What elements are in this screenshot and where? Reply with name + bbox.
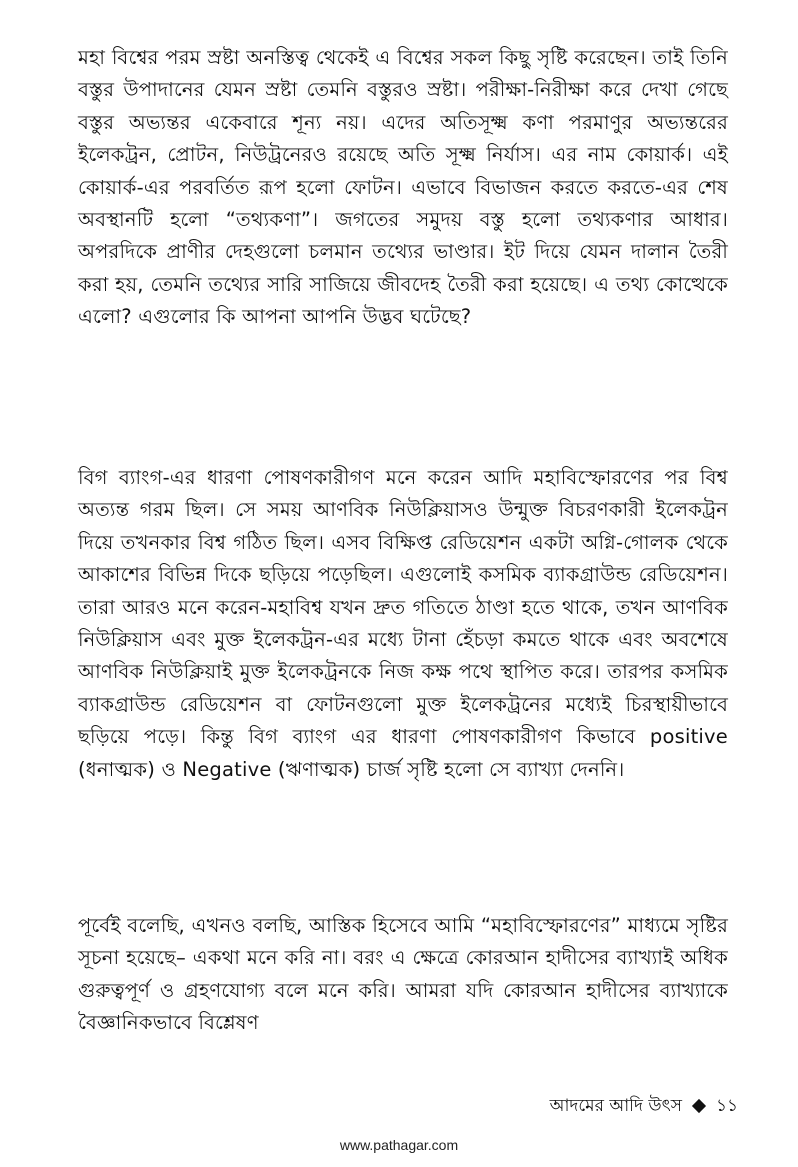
paragraph-2: বিগ ব্যাংগ-এর ধারণা পোষণকারীগণ মনে করেন আদি মহাবিস্ফোরণের পর বিশ্ব অত্যন্ত গরম ছিল। সে সময় আণবিক নিউক্লিয়াসও উন্মুক্ত বিচরণকারী ইলেকট্রন দিয়ে তখনকার বিশ্ব গঠিত ছিল। এসব বিক্ষিপ্ত রেডিয়েশন একটা অগ্নি-গোলক থেকে আকাশের বিভিন্ন দিকে ছড়িয়ে পড়েছিল। এগুলোই কসমিক ব্যাকগ্রাউন্ড রেডিয়েশন। তারা আরও মনে করেন-মহাবিশ্ব যখন দ্রুত গতিতে ঠাণ্ডা হতে থাকে, তখন আণবিক নিউক্লিয়াস এবং মুক্ত ইলেকট্রন-এর মধ্যে টানা হেঁচড়া কমতে থাকে এবং অবশেষে আণবিক নিউক্লিয়াই মুক্ত ইলেকট্রনকে নিজ কক্ষ পথে স্থাপিত করে। তারপর কসমিক ব্যাকগ্রাউন্ড রেডিয়েশন বা ফোটনগুলো মুক্ত ইলেকট্রনের মধ্যেই চিরস্থায়ীভাবে ছড়িয়ে পড়ে। কিন্তু বিগ ব্যাংগ এর ধারণা পোষণকারীগণ কিভাবে positive (ধনাত্মক) ও Negative (ঋণাত্মক) চার্জ সৃষ্টি হলো সে ব্যাখ্যা দেননি। <box>78 466 728 781</box>
paragraph-1: মহা বিশ্বের পরম স্রষ্টা অনস্তিত্ব থেকেই এ বিশ্বের সকল কিছু সৃষ্টি করেছেন। তাই তিনি বস্তুর উপাদানের যেমন স্রষ্টা তেমনি বস্তুরও স্রষ্টা। পরীক্ষা-নিরীক্ষা করে দেখা গেছে বস্তুর অভ্যন্তর একেবারে শূন্য নয়। এদের অতিসূক্ষ্ম কণা পরমাণুর অভ্যন্তরের ইলেকট্রন, প্রোটন, নিউট্রনেরও রয়েছে অতি সূক্ষ্ম নির্যাস। এর নাম কোয়ার্ক। এই কোয়ার্ক-এর পরবর্তিত রূপ হলো ফোটন। এভাবে বিভাজন করতে করতে-এর শেষ অবস্থানটি হলো “তথ্যকণা”। জগতের সমুদয় বস্তু হলো তথ্যকণার আধার। অপরদিকে প্রাণীর দেহগুলো চলমান তথ্যের ভাণ্ডার। ইট দিয়ে যেমন দালান তৈরী করা হয়, তেমনি তথ্যের সারি সাজিয়ে জীবদেহ তৈরী করা হয়েছে। এ তথ্য কোত্থেকে এলো? এগুলোর কি আপনা আপনি উদ্ভব ঘটেছে? <box>78 46 728 329</box>
page-footer <box>550 1094 738 1118</box>
footer-book-title: আদমের আদি উৎস <box>549 1096 682 1116</box>
diamond-bullet-icon <box>692 1099 706 1113</box>
watermark-url: www.pathagar.com <box>339 1137 459 1153</box>
footer-page-number: ১১ <box>715 1096 738 1116</box>
paragraph-3: পূর্বেই বলেছি, এখনও বলছি, আস্তিক হিসেবে আমি “মহাবিস্ফোরণের” মাধ্যমে সৃষ্টির সূচনা হয়েছে– একথা মনে করি না। বরং এ ক্ষেত্রে কোরআন হাদীসের ব্যাখ্যাই অধিক গুরুত্বপূর্ণ ও গ্রহণযোগ্য বলে মনে করি। আমরা যদি কোরআন হাদীসের ব্যাখ্যাকে বৈজ্ঞানিকভাবে বিশ্লেষণ <box>78 914 728 1035</box>
